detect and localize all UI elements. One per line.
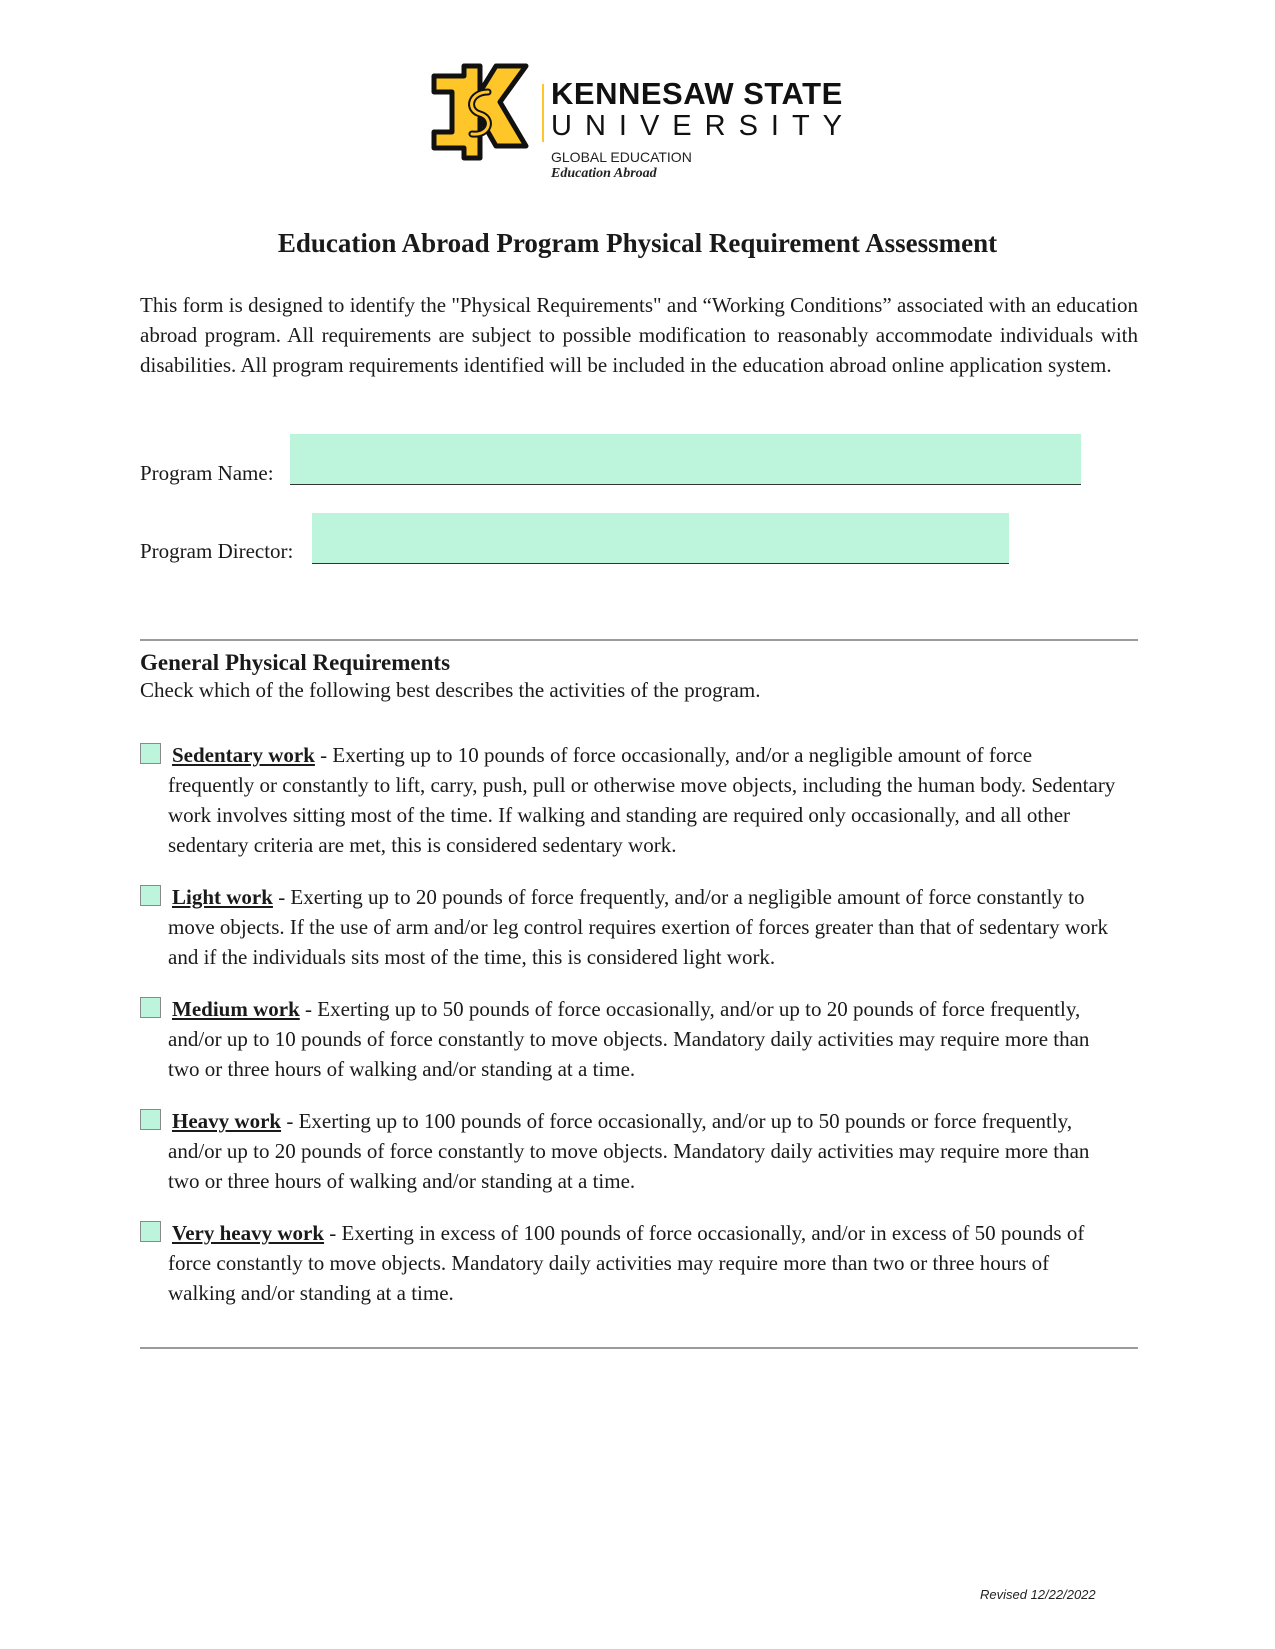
option-name: Sedentary work: [172, 743, 315, 767]
revised-date: Revised 12/22/2022: [980, 1587, 1096, 1602]
intro-paragraph: This form is designed to identify the "Physical Requirements" and “Working Conditions” associated with an education abroad program. All requirements are subject to possible modification to reasonably accommodate individuals with disabilities. All program requirements identified will be included in the education abroad online application system.: [140, 293, 1138, 377]
option-description: - Exerting up to 20 pounds of force frequently, and/or a negligible amount of force constantly to move objects. If the use of arm and/or leg control requires exertion of forces greater than that of sedentary work and if the individuals sits most of the time, this is considered light work.: [168, 885, 1108, 969]
option-name: Very heavy work: [172, 1221, 325, 1245]
sedentary-work-checkbox[interactable]: [140, 743, 161, 764]
light-work-checkbox[interactable]: [140, 885, 161, 906]
option-light-work: [140, 882, 1120, 972]
program-director-input[interactable]: [312, 513, 1009, 564]
section-divider-top: [140, 639, 1138, 641]
option-very-heavy-work: [140, 1218, 1120, 1308]
ksu-logo: [430, 62, 860, 187]
option-description: - Exerting up to 100 pounds of force occasionally, and/or up to 50 pounds or force frequently, and/or up to 20 pounds of force constantly to move objects. Mandatory daily activities may require more than two or three hours of walking and/or standing at a time.: [168, 1109, 1090, 1193]
program-director-label: Program Director:: [140, 539, 294, 563]
logo-university-word: UNIVERSITY: [551, 110, 856, 142]
program-name-input[interactable]: [290, 434, 1081, 485]
option-name: Heavy work: [172, 1109, 282, 1133]
option-name: Medium work: [172, 997, 300, 1021]
very-heavy-work-checkbox[interactable]: [140, 1221, 161, 1242]
section-instructions: Check which of the following best describes the activities of the program.: [140, 678, 761, 702]
option-heavy-work: [140, 1106, 1120, 1196]
page-title: Education Abroad Program Physical Requirement Assessment: [277, 228, 998, 258]
option-description: - Exerting in excess of 100 pounds of force occasionally, and/or in excess of 50 pounds of force constantly to move objects. Mandatory daily activities may require more than two or three hours of walking and/or standing at a time.: [168, 1221, 1085, 1305]
program-name-label: Program Name:: [140, 461, 274, 485]
heavy-work-checkbox[interactable]: [140, 1109, 161, 1130]
logo-divider: [542, 84, 544, 142]
option-description: - Exerting up to 10 pounds of force occasionally, and/or a negligible amount of force frequently or constantly to lift, carry, push, pull or otherwise move objects, including the human body. Sedentary work involves sitting most of the time. If walking and standing are required only occasionally, and all other sedentary criteria are met, this is considered sedentary work.: [168, 743, 1116, 857]
logo-office: Education Abroad: [551, 166, 657, 181]
logo-university-name: KENNESAW STATE: [551, 76, 843, 111]
option-medium-work: [140, 994, 1120, 1084]
option-sedentary-work: [140, 740, 1120, 860]
option-name: Light work: [172, 885, 273, 909]
section-title: General Physical Requirements: [140, 650, 451, 675]
section-divider-bottom: [140, 1347, 1138, 1349]
ksu-logo-mark-icon: [430, 62, 530, 162]
logo-department: GLOBAL EDUCATION: [551, 149, 692, 165]
option-description: - Exerting up to 50 pounds of force occasionally, and/or up to 20 pounds of force frequently, and/or up to 10 pounds of force constantly to move objects. Mandatory daily activities may require more than two or three hours of walking and/or standing at a time.: [168, 997, 1090, 1081]
medium-work-checkbox[interactable]: [140, 997, 161, 1018]
